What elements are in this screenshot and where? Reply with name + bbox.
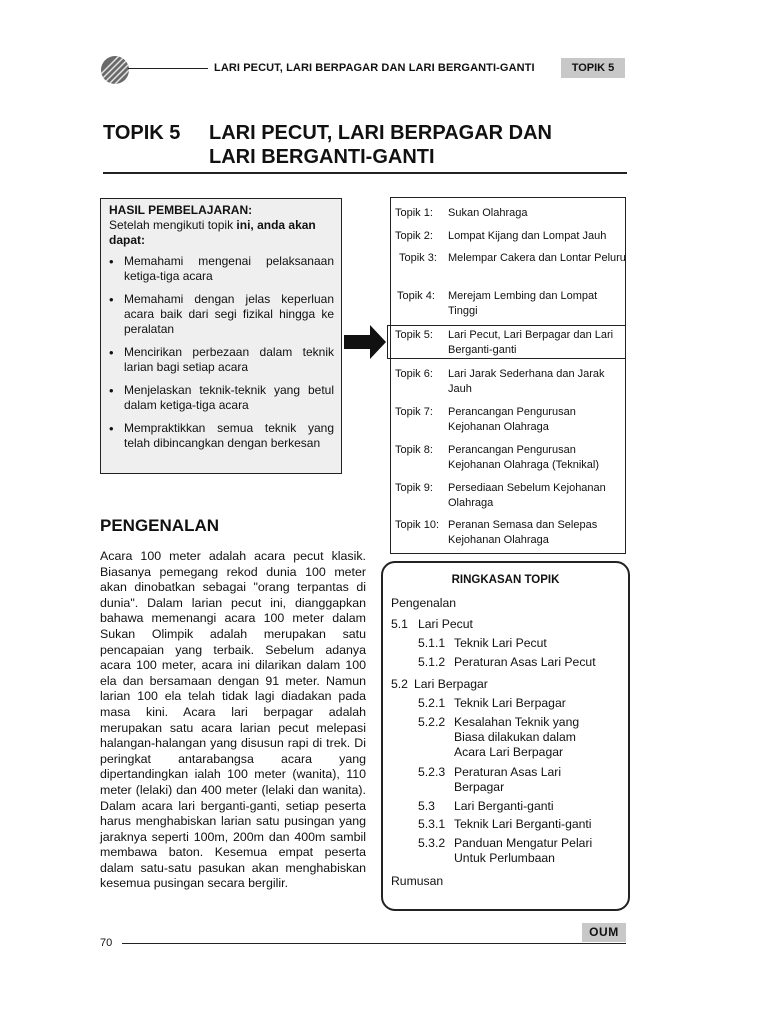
intro-plain: Setelah mengikuti topik — [109, 218, 237, 232]
running-title: LARI PECUT, LARI BERPAGAR DAN LARI BERGANTI-GANTI — [214, 62, 535, 74]
topic-text: Lari Pecut, Lari Berpagar dan Lari Berganti-ganti — [448, 329, 614, 356]
topic-list — [390, 197, 626, 554]
summary-item: Biasa dilakukan dalam — [454, 730, 576, 744]
outcome-item: • Memahami dengan jelas keperluan acara baik dari segi fizikal hingga ke peralatan — [109, 292, 334, 337]
learning-outcomes-box — [100, 198, 342, 474]
summary-item: Peraturan Asas Lari — [454, 765, 562, 779]
outcome-item: • Mencirikan perbezaan dalam teknik larian bagi setiap acara — [109, 345, 334, 375]
summary-item: Berpagar — [454, 780, 505, 794]
summary-number: 5.2 — [391, 677, 408, 691]
topic-text: Peranan Semasa dan Selepas Kejohanan Olahraga — [448, 519, 598, 546]
summary-item: Teknik Lari Berpagar — [454, 696, 566, 710]
topic-title — [209, 121, 629, 169]
outcome-item: • Memahami mengenai pelaksanaan ketiga-tiga acara — [109, 254, 334, 284]
summary-item: Teknik Lari Berganti-ganti — [454, 817, 592, 831]
summary-item: Teknik Lari Pecut — [454, 636, 547, 650]
summary-title: RINGKASAN TOPIK — [451, 574, 560, 586]
summary-item: Lari Pecut — [418, 617, 473, 631]
topic-text: Perancangan Pengurusan Kejohanan Olahraga (Teknikal) — [448, 444, 600, 471]
footer-rule — [122, 943, 626, 944]
topic-text: Melempar Cakera dan Lontar Peluru — [448, 252, 626, 264]
summary-number: 5.2.2 — [418, 715, 446, 729]
topic-title-line-1: LARI PECUT, LARI BERPAGAR DAN — [209, 122, 552, 144]
summary-number: 5.2.3 — [418, 765, 446, 779]
summary-item: Acara Lari Berpagar — [454, 745, 564, 759]
outcome-item: • Mempraktikkan semua teknik yang telah dibincangkan dengan berkesan — [109, 421, 334, 451]
summary-item: Kesalahan Teknik yang — [454, 715, 580, 729]
summary-number: 5.1.2 — [418, 655, 446, 669]
summary-number: 5.3 — [418, 799, 435, 813]
summary-item: Pengenalan — [391, 596, 457, 610]
publisher-logo-icon — [100, 55, 130, 85]
learning-outcomes-list — [109, 254, 334, 451]
arrow-right-icon — [344, 325, 386, 359]
summary-number: 5.3.2 — [418, 836, 446, 850]
summary-number: 5.1 — [391, 617, 408, 631]
topic-text: Perancangan Pengurusan Kejohanan Olahraga — [448, 406, 576, 433]
topic-label: Topik 3: — [399, 252, 437, 264]
topic-label: Topik 6: — [395, 368, 433, 380]
outcome-item: • Menjelaskan teknik-teknik yang betul dalam ketiga-tiga acara — [109, 383, 334, 413]
topic-label: Topik 5: — [395, 329, 433, 341]
page-number: 70 — [100, 937, 113, 949]
topic-badge: TOPIK 5 — [561, 58, 625, 78]
learning-outcomes-title: HASIL PEMBELAJARAN: — [109, 203, 253, 217]
topic-label: Topik 9: — [395, 482, 433, 494]
topic-label: Topik 7: — [395, 406, 433, 418]
section-heading: PENGENALAN — [100, 516, 220, 535]
topic-number: TOPIK 5 — [103, 122, 181, 144]
current-topic-highlight — [387, 325, 626, 359]
topic-label: Topik 2: — [395, 230, 433, 242]
summary-number: 5.2.1 — [418, 696, 446, 710]
topic-text: Lompat Kijang dan Lompat Jauh — [448, 230, 607, 242]
topic-label: Topik 10: — [395, 519, 440, 531]
summary-item: Rumusan — [391, 874, 444, 888]
summary-item: Untuk Perlumbaan — [454, 851, 555, 865]
topic-text: Lari Jarak Sederhana dan Jarak Jauh — [448, 368, 605, 395]
summary-item: Lari Berganti-ganti — [454, 799, 554, 813]
summary-number: 5.1.1 — [418, 636, 446, 650]
topic-title-line-2: LARI BERGANTI-GANTI — [209, 146, 435, 168]
topic-label: Topik 1: — [395, 207, 433, 219]
topic-text: Persediaan Sebelum Kejohanan Olahraga — [448, 482, 606, 509]
header-rule — [128, 68, 208, 69]
topic-summary-box — [381, 561, 630, 911]
heading-rule — [103, 172, 627, 174]
summary-item: Lari Berpagar — [414, 677, 488, 691]
topic-label: Topik 4: — [397, 290, 435, 302]
topic-label: Topik 8: — [395, 444, 433, 456]
learning-outcomes-intro — [109, 218, 334, 248]
summary-item: Peraturan Asas Lari Pecut — [454, 655, 596, 669]
body-paragraph: Acara 100 meter adalah acara pecut klasik. Biasanya pemegang rekod dunia 100 meter akan dinobatkan sebagai "orang terpantas di dunia". Dalam larian pecut ini, dianggapkan bahawa memenangi acara 100 meter dalam Sukan Olimpik adalah merupakan satu pencapaian yang terbaik. Sebelum adanya acara 100 meter, acara ini dilarikan dalam 100 ela dan bersamaan dengan 91 meter. Namun larian 100 ela telah tidak lagi diadakan pada masa kini. Acara lari berpagar adalah merupakan satu acara larian pecut melepasi halangan-halangan yang disusun rapi di trek. Di peringkat antarabangsa acara yang dipertandingkan ialah 100 meter (wanita), 110 meter (lelaki) dan 400 meter (lelaki dan wanita). Dalam acara lari berganti-ganti, setiap peserta harus menghabiskan larian satu pusingan yang jaraknya seperti 100m, 200m dan 400m sambil membawa baton. Kesemua empat peserta dalam satu-satu pasukan akan menghabiskan kesemua pusingan secara bergilir. — [100, 549, 366, 891]
topic-text: Merejam Lembing dan Lompat Tinggi — [448, 290, 598, 317]
publisher-badge: OUM — [582, 923, 626, 942]
summary-item: Panduan Mengatur Pelari — [454, 836, 593, 850]
intro-bold: ini, anda akan dapat: — [109, 218, 316, 247]
topic-text: Sukan Olahraga — [448, 207, 528, 219]
summary-number: 5.3.1 — [418, 817, 446, 831]
